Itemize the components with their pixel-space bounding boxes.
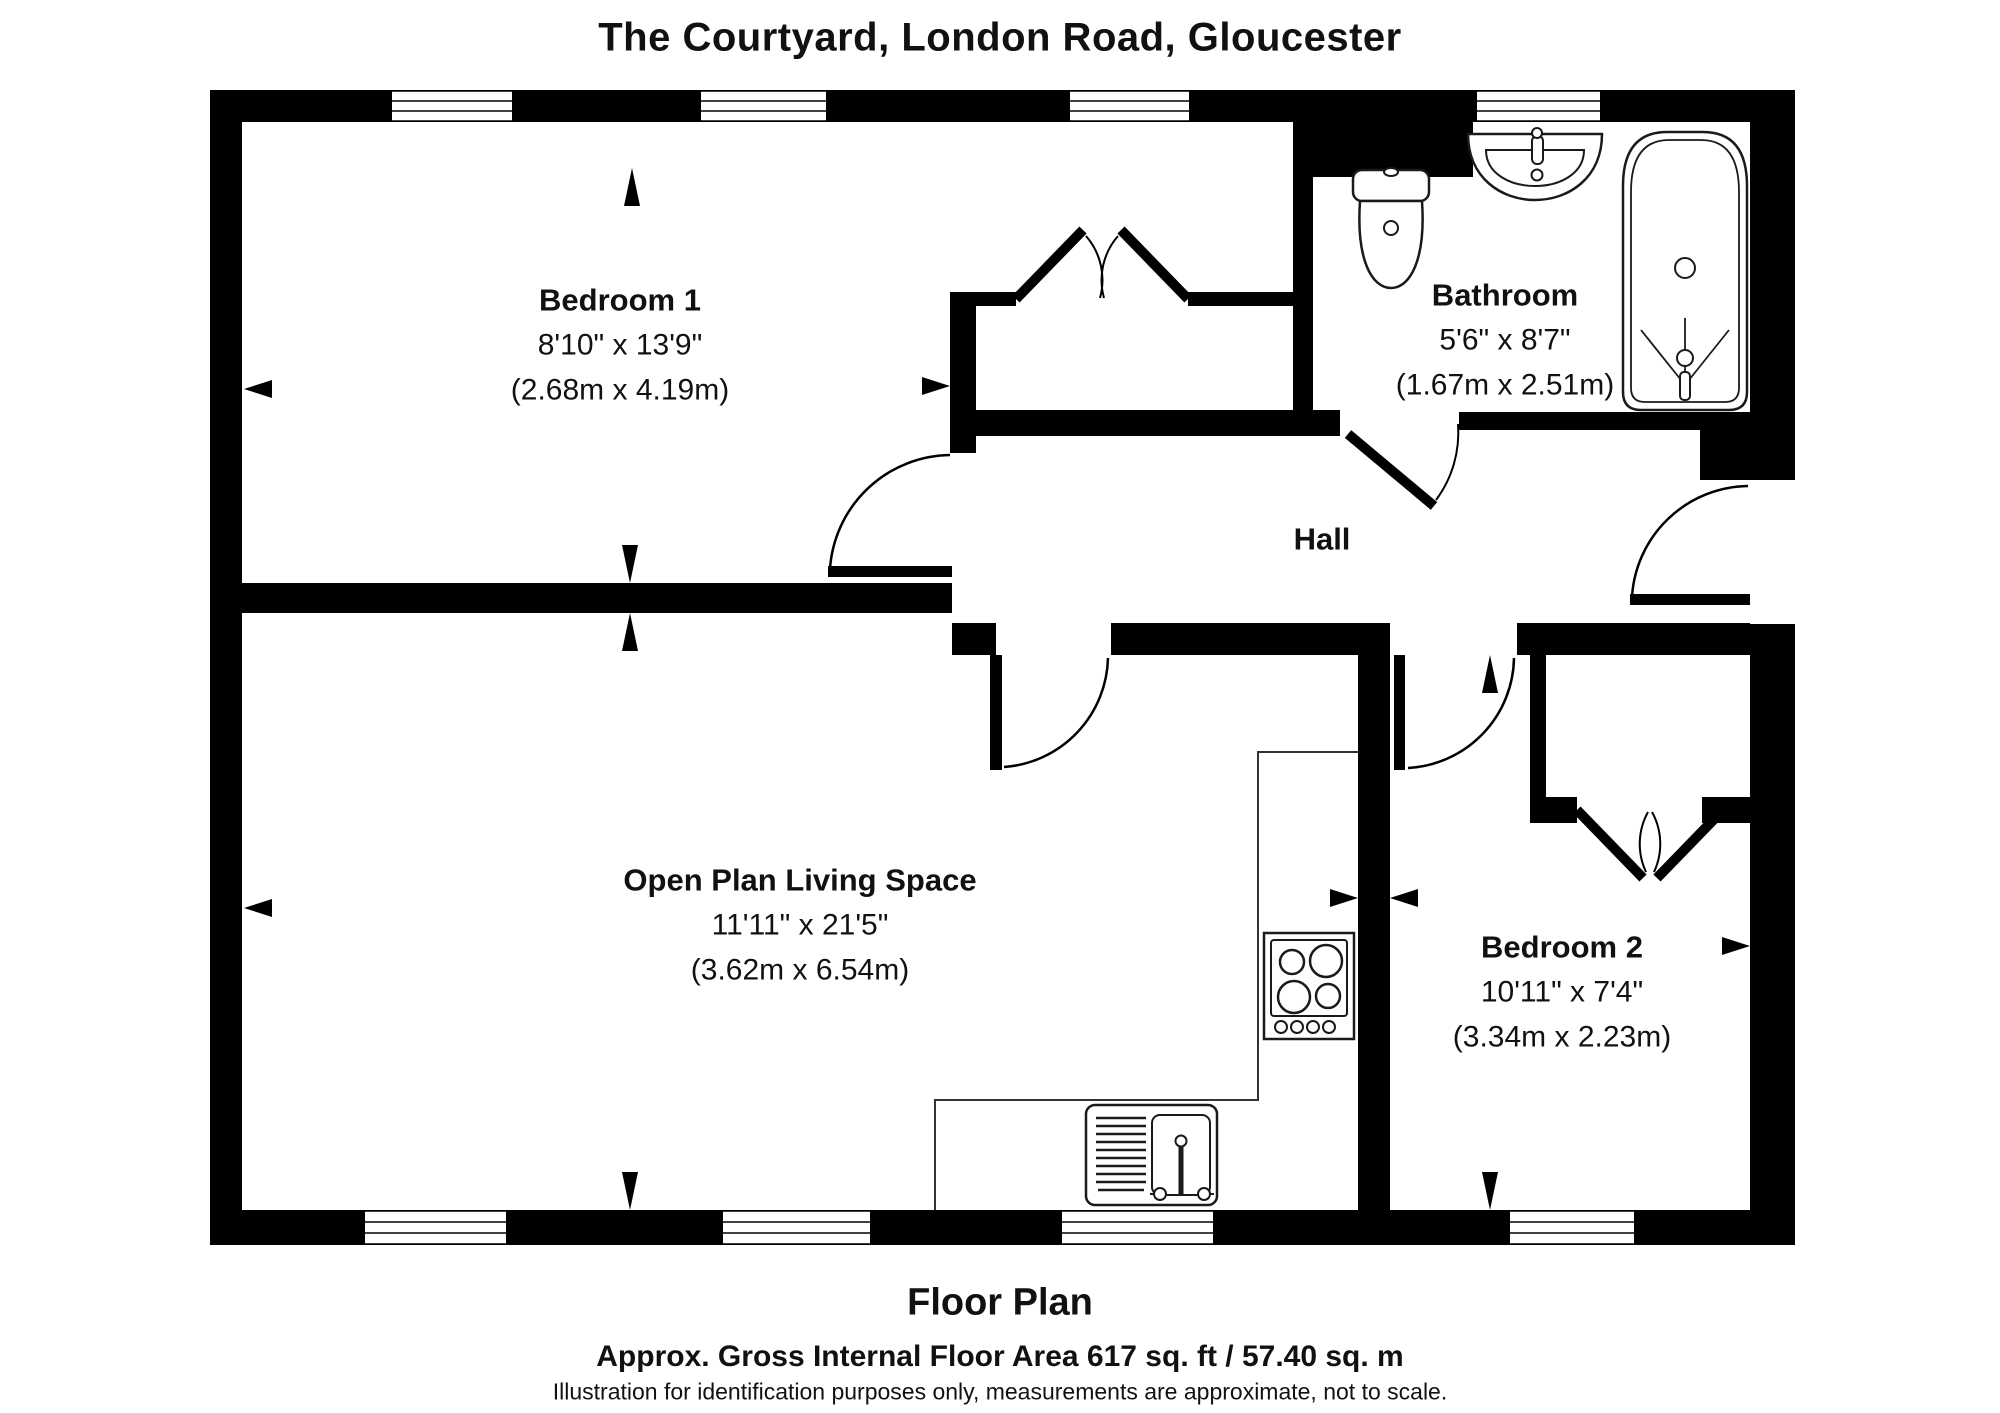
- room-dim-metric: (2.68m x 4.19m): [510, 373, 730, 407]
- disclaimer-text: Illustration for identification purposes only, measurements are approximate, not to scale.: [552, 1378, 1448, 1405]
- hob-icon: [1264, 933, 1354, 1039]
- front-door-icon: [1630, 486, 1750, 605]
- floor-area-text: Approx. Gross Internal Floor Area 617 sq. ft / 57.40 sq. m: [596, 1340, 1404, 1373]
- room-dim-imperial: 10'11" x 7'4": [1480, 975, 1644, 1009]
- basin-icon: [1468, 128, 1602, 200]
- room-name: Open Plan Living Space: [623, 862, 977, 898]
- bedroom2-closet-doors-icon: [1577, 810, 1723, 878]
- room-dim-metric: (3.62m x 6.54m): [690, 953, 910, 987]
- room-dim-imperial: 5'6" x 8'7": [1439, 323, 1571, 357]
- room-dim-imperial: 11'11" x 21'5": [711, 908, 889, 942]
- hall-closet-doors-icon: [1016, 230, 1188, 299]
- room-dim-metric: (3.34m x 2.23m): [1452, 1020, 1672, 1054]
- bedroom2-door-icon: [1394, 655, 1514, 770]
- room-name: Bathroom: [1431, 277, 1579, 313]
- room-dim-imperial: 8'10" x 13'9": [537, 328, 703, 362]
- room-label-bedroom1: [511, 278, 729, 413]
- room-label-hall: Hall: [1293, 521, 1351, 557]
- bedroom1-door-icon: [828, 455, 952, 577]
- bathroom-door-icon: [1348, 424, 1458, 506]
- room-label-living: [623, 858, 976, 993]
- outer-walls: [210, 90, 1795, 1245]
- room-label-bedroom2: [1453, 925, 1671, 1060]
- kitchen-sink-icon: [1086, 1105, 1217, 1205]
- living-door-icon: [990, 655, 1108, 770]
- floorplan-caption: Floor Plan: [907, 1281, 1093, 1324]
- kitchen-area: [935, 752, 1358, 1210]
- room-name: Bedroom 2: [1481, 929, 1643, 965]
- page-title: The Courtyard, London Road, Gloucester: [598, 15, 1402, 60]
- bathtub-icon: [1623, 132, 1747, 410]
- room-label-bathroom: [1396, 273, 1614, 408]
- toilet-icon: [1353, 168, 1429, 288]
- room-dim-metric: (1.67m x 2.51m): [1395, 368, 1615, 402]
- room-name: Bedroom 1: [539, 282, 701, 318]
